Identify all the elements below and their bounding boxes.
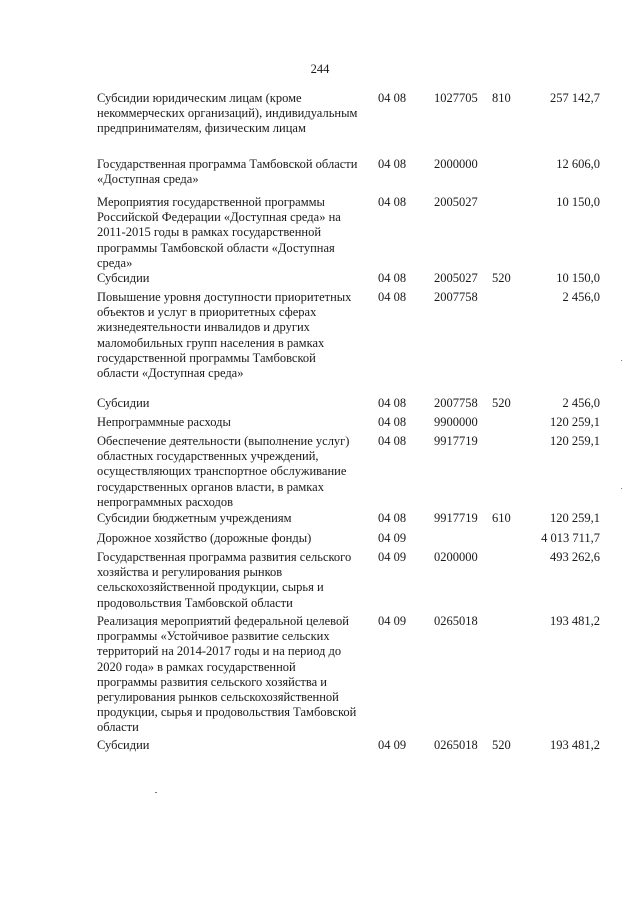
table-row [0, 157, 640, 195]
row-expense-type: 810 [492, 91, 511, 105]
scan-speck [155, 792, 157, 793]
row-amount: 193 481,2 [550, 738, 600, 752]
row-section-code: 04 09 [378, 531, 407, 545]
row-section-code: 04 08 [378, 415, 407, 429]
row-description: Дорожное хозяйство (дорожные фонды) [97, 531, 312, 545]
table-row [0, 511, 640, 531]
row-amount: 2 456,0 [562, 290, 600, 304]
row-section-code: 04 09 [378, 738, 407, 752]
row-section-code: 04 08 [378, 290, 407, 304]
row-expense-type: 610 [492, 511, 511, 525]
row-expense-type: 520 [492, 738, 511, 752]
row-amount: 2 456,0 [562, 396, 600, 410]
row-description: Непрограммные расходы [97, 415, 231, 429]
scan-speck [621, 488, 622, 489]
scan-speck [621, 360, 622, 361]
row-amount: 10 150,0 [556, 195, 600, 209]
row-section-code: 04 08 [378, 511, 407, 525]
row-target-code: 1027705 [434, 91, 478, 105]
table-row [0, 290, 640, 396]
row-description: Государственная программа Тамбовской области «Доступная среда» [97, 157, 358, 187]
row-target-code: 0265018 [434, 614, 478, 628]
row-amount: 4 013 711,7 [541, 531, 600, 545]
budget-table [0, 91, 640, 758]
row-target-code: 9900000 [434, 415, 478, 429]
row-description: Обеспечение деятельности (выполнение услуг) областных государственных учреждений, осуществляющих транспортное обслуживание государственных органов власти, в рамках непрограммных расходов [97, 434, 350, 509]
row-target-code: 2005027 [434, 195, 478, 209]
row-target-code: 2005027 [434, 271, 478, 285]
table-row [0, 434, 640, 511]
row-section-code: 04 09 [378, 614, 407, 628]
row-expense-type: 520 [492, 271, 511, 285]
row-section-code: 04 08 [378, 434, 407, 448]
row-section-code: 04 08 [378, 396, 407, 410]
row-target-code: 9917719 [434, 434, 478, 448]
row-amount: 193 481,2 [550, 614, 600, 628]
row-description: Реализация мероприятий федеральной целевой программы «Устойчивое развитие сельских территорий на 2014-2017 годы и на период до 2020 года» в рамках государственной программы развития сельского хозяйства и регулирования рынков сельскохозяйственной продукции, сырья и продовольствия Тамбовской области [97, 614, 357, 735]
table-row [0, 195, 640, 271]
table-row [0, 531, 640, 550]
row-target-code: 0200000 [434, 550, 478, 564]
row-target-code: 0265018 [434, 738, 478, 752]
row-description: Субсидии [97, 396, 150, 410]
table-row [0, 550, 640, 614]
table-row [0, 271, 640, 290]
row-amount: 12 606,0 [556, 157, 600, 171]
table-row [0, 396, 640, 415]
row-section-code: 04 08 [378, 157, 407, 171]
table-row [0, 91, 640, 157]
row-target-code: 2007758 [434, 396, 478, 410]
row-section-code: 04 08 [378, 91, 407, 105]
row-description: Субсидии юридическим лицам (кроме некоммерческих организаций), индивидуальным предпринимателям, физическим лицам [97, 91, 358, 136]
row-amount: 10 150,0 [556, 271, 600, 285]
row-amount: 493 262,6 [550, 550, 600, 564]
row-description: Субсидии бюджетным учреждениям [97, 511, 292, 525]
row-target-code: 2000000 [434, 157, 478, 171]
row-target-code: 2007758 [434, 290, 478, 304]
row-target-code: 9917719 [434, 511, 478, 525]
row-section-code: 04 09 [378, 550, 407, 564]
table-row [0, 415, 640, 434]
row-section-code: 04 08 [378, 195, 407, 209]
row-expense-type: 520 [492, 396, 511, 410]
row-amount: 120 259,1 [550, 434, 600, 448]
row-description: Государственная программа развития сельского хозяйства и регулирования рынков сельскохозяйственной продукции, сырья и продовольствия Тамбовской области [97, 550, 352, 610]
row-amount: 257 142,7 [550, 91, 600, 105]
row-description: Субсидии [97, 271, 150, 285]
row-amount: 120 259,1 [550, 511, 600, 525]
row-description: Мероприятия государственной программы Российской Федерации «Доступная среда» на 2011-2015 годы в рамках государственной программы Тамбовской области «Доступная среда» [97, 195, 341, 270]
row-description: Повышение уровня доступности приоритетных объектов и услуг в приоритетных сферах жизнедеятельности инвалидов и других маломобильных групп населения в рамках государственной программы Тамбовской области «Доступная среда» [97, 290, 352, 381]
row-amount: 120 259,1 [550, 415, 600, 429]
page-number: 244 [310, 62, 330, 76]
table-row [0, 738, 640, 758]
row-description: Субсидии [97, 738, 150, 752]
table-row [0, 614, 640, 738]
row-section-code: 04 08 [378, 271, 407, 285]
